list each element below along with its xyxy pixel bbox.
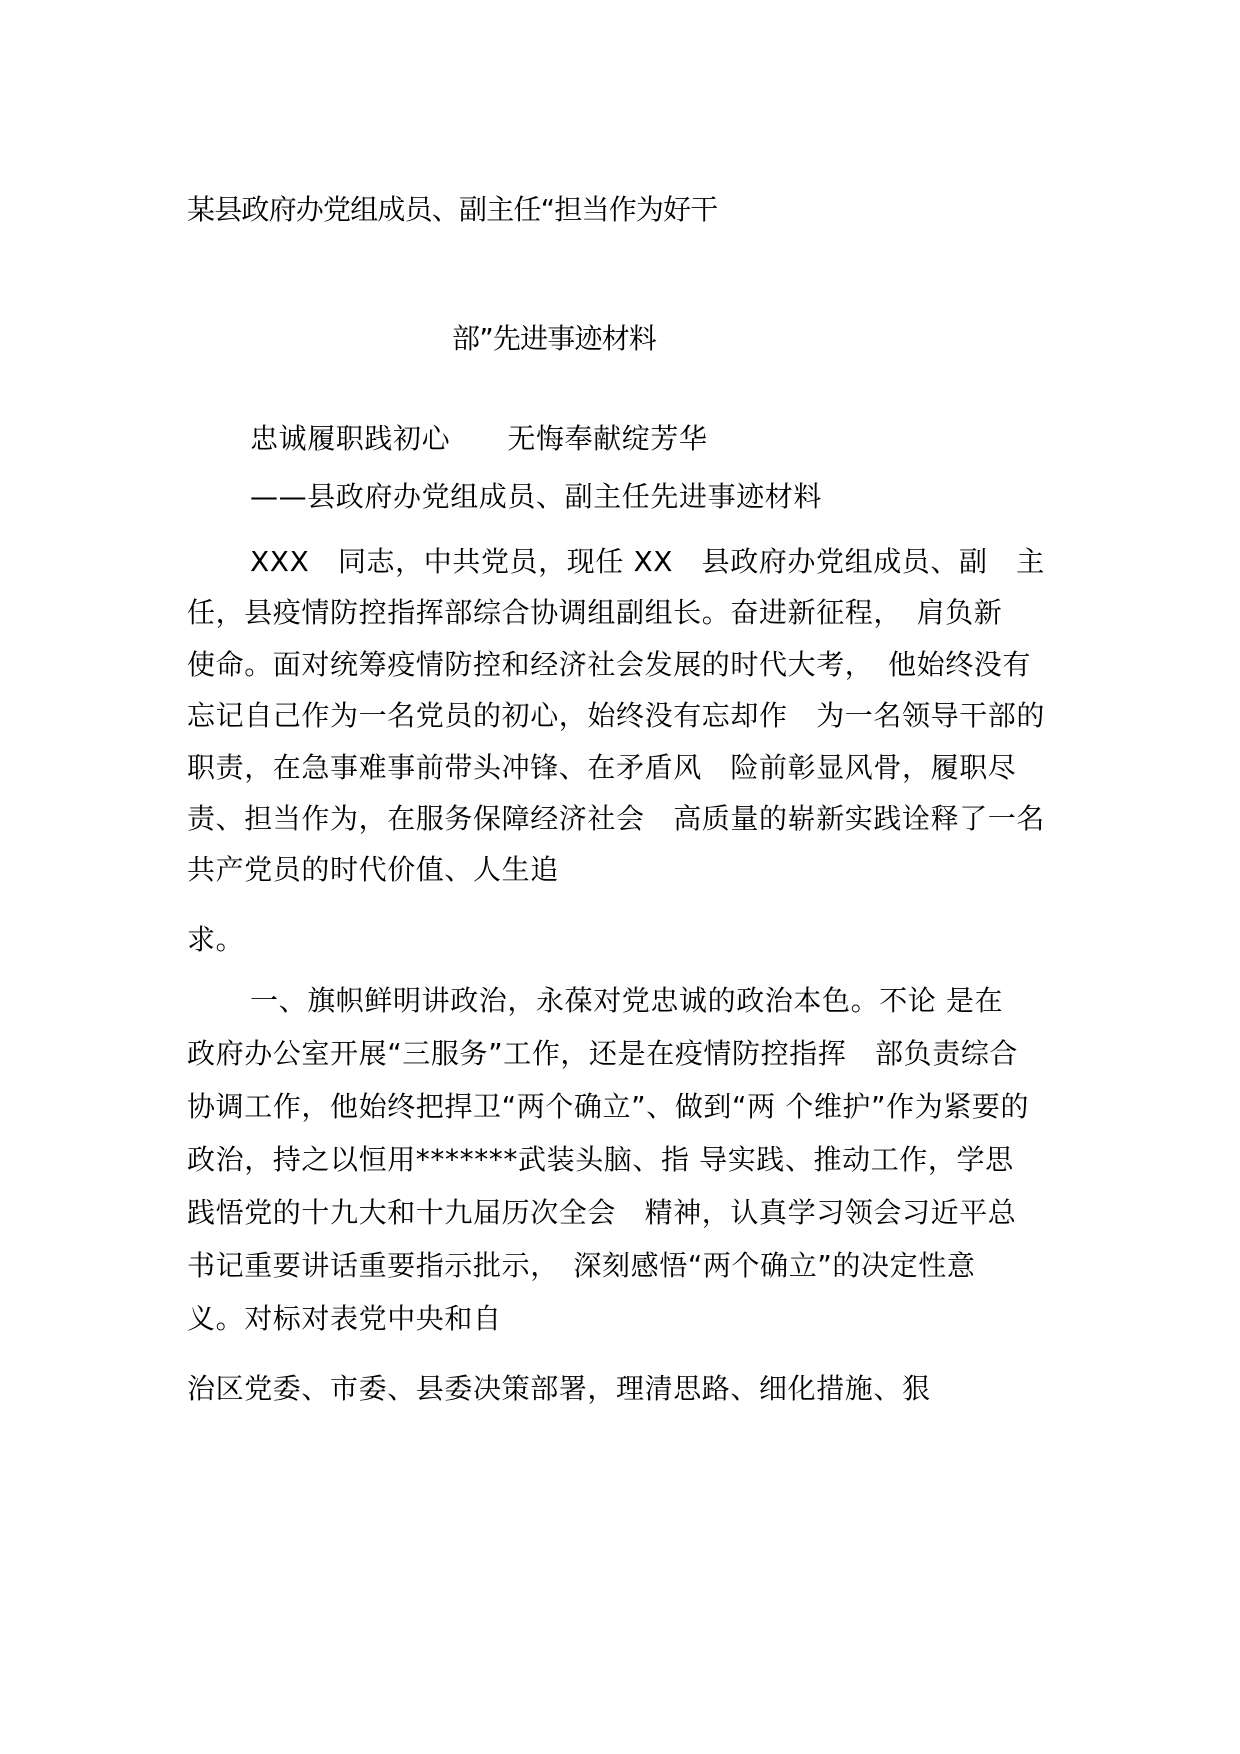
paragraph-1-line: 职责，在急事难事前带头冲锋、在矛盾风 险前彰显风骨，履职尽 [187, 751, 1017, 784]
document-title-line-2: 部”先进事迹材料 [452, 322, 657, 355]
paragraph-1-line: 忘记自己作为一名党员的初心，始终没有忘却作 为一名领导干部的 [187, 699, 1046, 732]
paragraph-2-line: 义。对标对表党中央和自 [187, 1302, 502, 1335]
paragraph-2-line: 政府办公室开展“三服务”工作，还是在疫情防控指挥 部负责综合 [187, 1037, 1019, 1070]
paragraph-2-line: 协调工作，他始终把捍卫“两个确立”、做到“两 个维护”作为紧要的 [187, 1090, 1030, 1123]
paragraph-1-line: 任，县疫情防控指挥部综合协调组副组长。奋进新征程， 肩负新 [187, 596, 1003, 629]
paragraph-2-line: 政治，持之以恒用*******武装头脑、指 导实践、推动工作，学思 [187, 1143, 1014, 1176]
paragraph-1-line: XXX 同志，中共党员，现任 XX 县政府办党组成员、副 主 [250, 545, 1045, 578]
paragraph-2-line: 一、旗帜鲜明讲政治，永葆对党忠诚的政治本色。不论 是在 [250, 984, 1004, 1017]
paragraph-1-line: 求。 [187, 923, 245, 956]
document-title-line-1: 某县政府办党组成员、副主任“担当作为好干 [187, 193, 718, 226]
subtitle-main: 忠诚履职践初心 无悔奉献绽芳华 [250, 422, 708, 455]
paragraph-2-line: 践悟党的十九大和十九届历次全会 精神，认真学习领会习近平总 [187, 1196, 1017, 1229]
paragraph-1-line: 责、担当作为，在服务保障经济社会 高质量的崭新实践诠释了一名 [187, 802, 1046, 835]
paragraph-2-line: 书记重要讲话重要指示批示， 深刻感悟“两个确立”的决定性意 [187, 1249, 976, 1282]
subtitle-secondary: ——县政府办党组成员、副主任先进事迹材料 [250, 480, 823, 513]
paragraph-2-line: 治区党委、市委、县委决策部署，理清思路、细化措施、狠 [187, 1372, 931, 1405]
paragraph-1-line: 使命。面对统筹疫情防控和经济社会发展的时代大考， 他始终没有 [187, 648, 1032, 681]
paragraph-1-line: 共产党员的时代价值、人生追 [187, 853, 559, 886]
